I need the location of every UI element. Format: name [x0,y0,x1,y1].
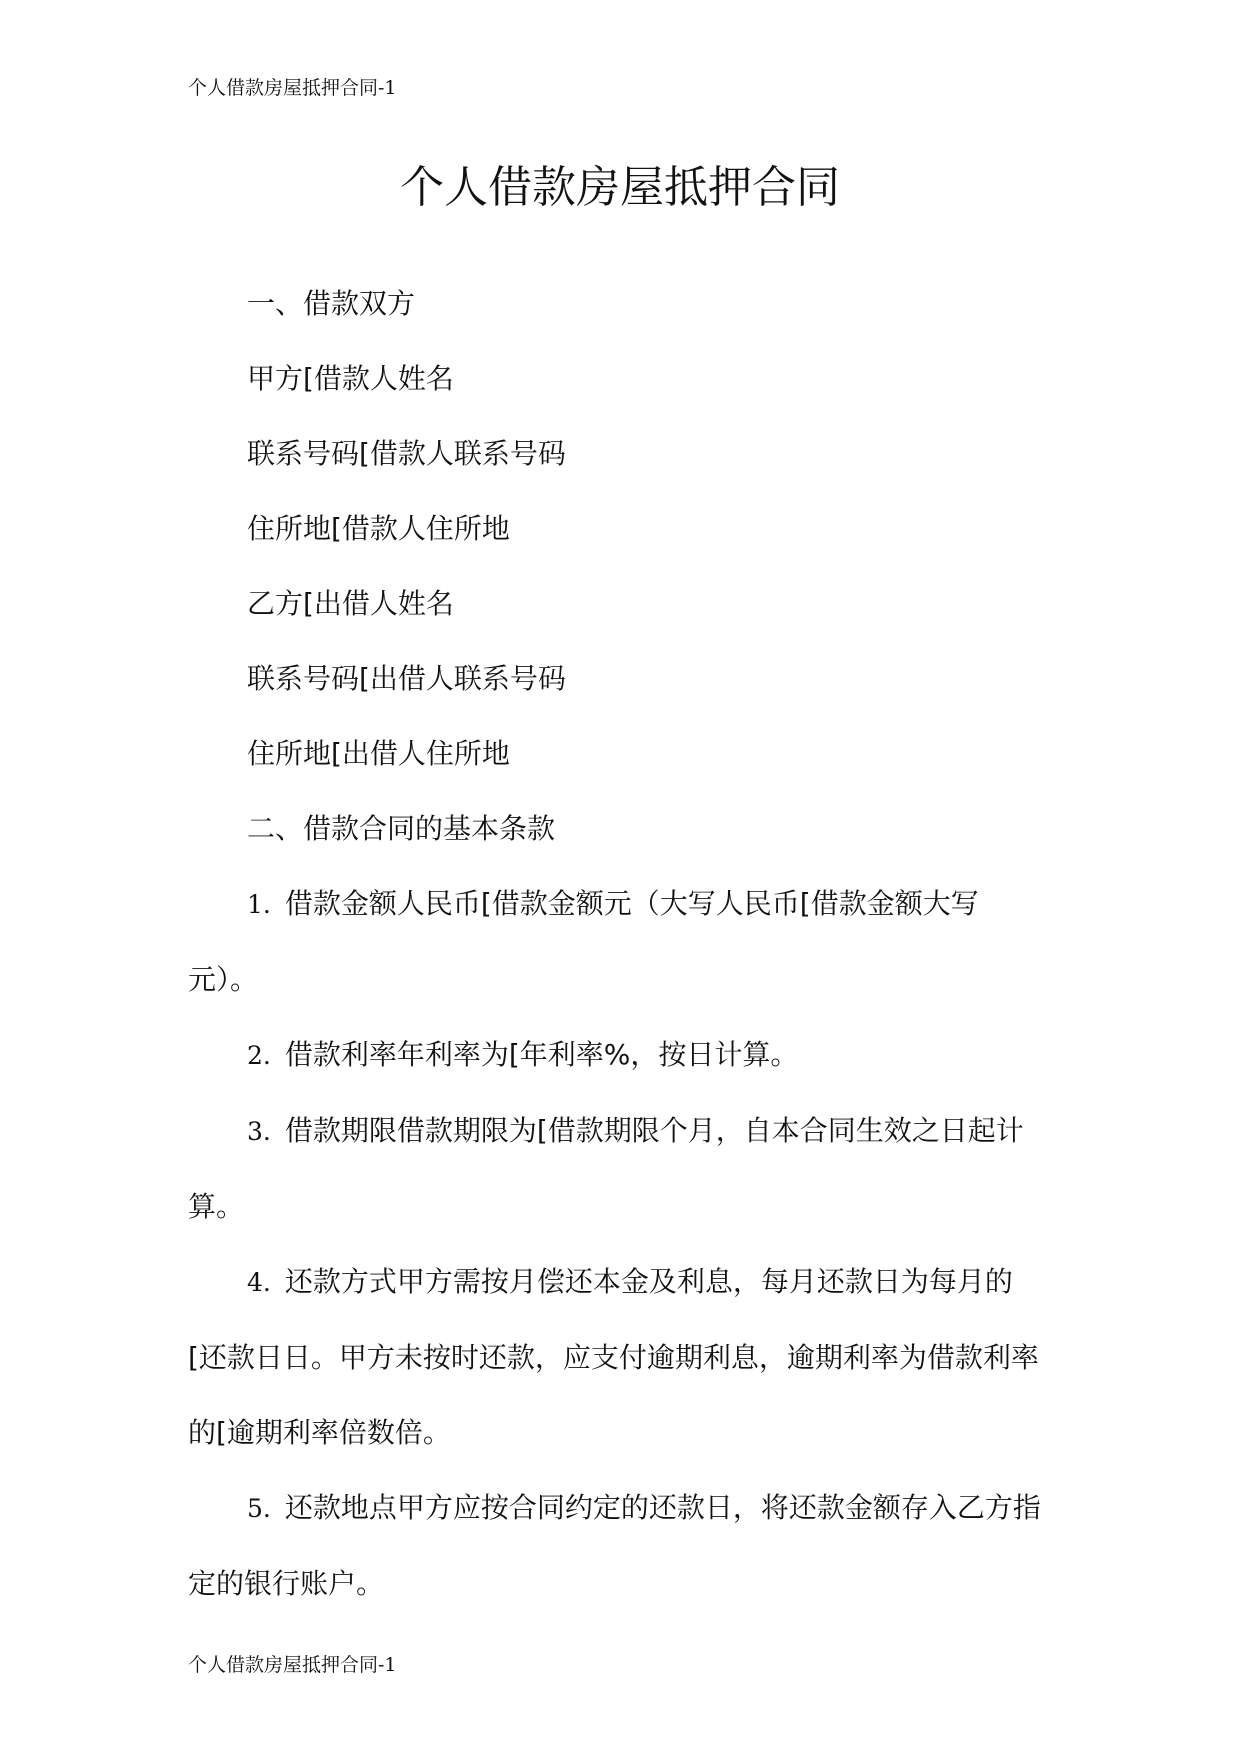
clause-text: 借款期限借款期限为[借款期限个月，自本合同生效之日起计算。 [188,1114,1024,1223]
running-footer: 个人借款房屋抵押合同-1 [188,1654,397,1676]
clause-4 [188,1244,1048,1470]
clause-number: 5. [247,1494,271,1523]
party-b-name: 乙方[出借人姓名 [247,587,454,620]
clause-text: 借款利率年利率为[年利率%，按日计算。 [284,1038,799,1071]
clause-1 [188,866,1048,1017]
party-a-address: 住所地[借款人住所地 [247,512,510,545]
clause-text: 还款地点甲方应按合同约定的还款日，将还款金额存入乙方指定的银行账户。 [188,1491,1041,1600]
party-b-address: 住所地[出借人住所地 [247,737,510,770]
clause-text: 借款金额人民币[借款金额元（大写人民币[借款金额大写元）。 [188,887,979,996]
document-title: 个人借款房屋抵押合同 [400,162,840,213]
clause-2 [188,1017,1048,1093]
section-heading-terms: 二、借款合同的基本条款 [247,812,556,845]
clause-3 [188,1093,1048,1244]
clause-number: 2. [247,1041,271,1070]
document-body [188,266,1048,1621]
party-a-phone: 联系号码[借款人联系号码 [247,437,566,470]
clause-number: 3. [247,1117,271,1146]
clause-text: 还款方式甲方需按月偿还本金及利息，每月还款日为每月的[还款日日。甲方未按时还款，应支付逾期利息，逾期利率为借款利率的[逾期利率倍数倍。 [188,1265,1039,1449]
section-heading-parties: 一、借款双方 [247,287,416,320]
clause-5 [188,1470,1048,1621]
clause-number: 4. [247,1268,271,1297]
running-header: 个人借款房屋抵押合同-1 [188,77,397,99]
party-a-name: 甲方[借款人姓名 [247,362,454,395]
clause-number: 1. [247,890,271,919]
party-b-phone: 联系号码[出借人联系号码 [247,662,566,695]
